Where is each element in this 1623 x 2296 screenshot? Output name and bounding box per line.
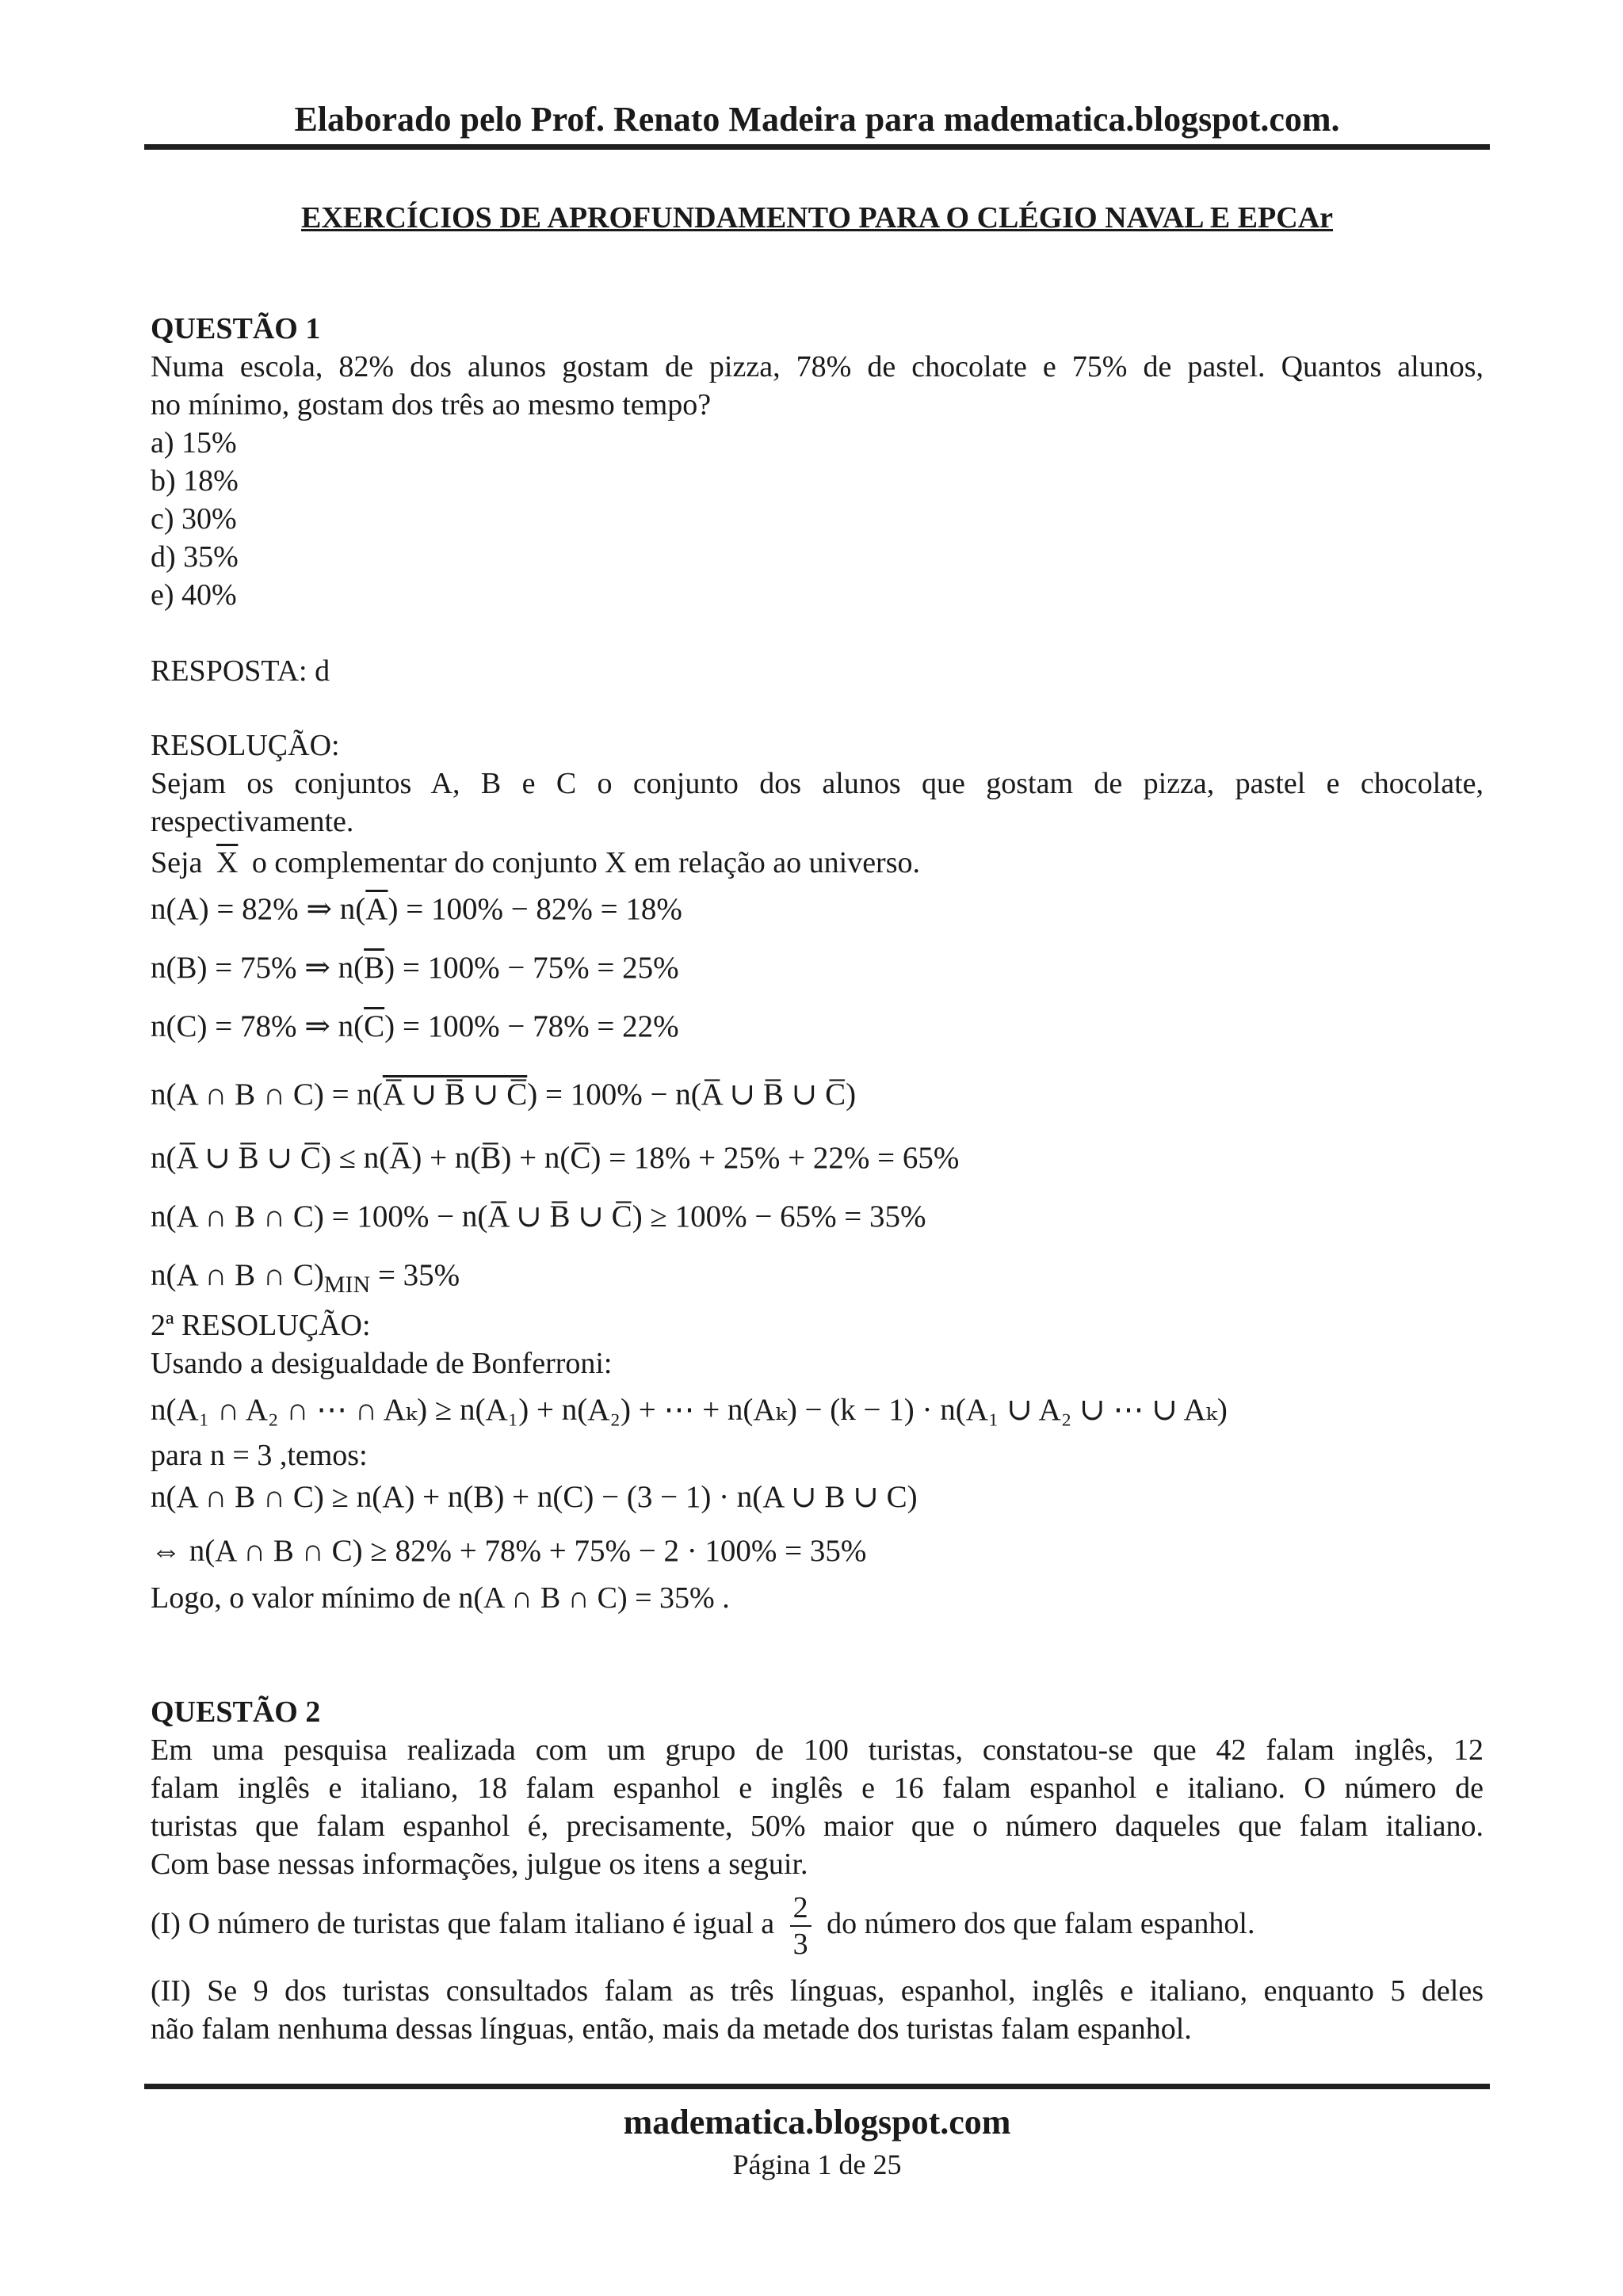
question-2-line-1: Em uma pesquisa realizada com um grupo de 100 turistas, constatou-se que 42 falam inglês, 12: [151, 1733, 1484, 1767]
document-title: EXERCÍCIOS DE APROFUNDAMENTO PARA O CLÉGIO NAVAL E EPCAr: [300, 201, 1334, 235]
equation-8: n(A ∩ B ∩ C) ≥ n(A) + n(B) + n(C) − (3 − 1) · n(A ∪ B ∪ C): [151, 1480, 918, 1514]
option-c: c) 30%: [151, 502, 237, 536]
conclusion: Logo, o valor mínimo de n(A ∩ B ∩ C) = 35% .: [151, 1581, 730, 1615]
resolution-title: RESOLUÇÃO:: [151, 729, 340, 762]
option-b: b) 18%: [151, 464, 239, 498]
footer-rule: [144, 2084, 1490, 2089]
option-a: a) 15%: [151, 426, 237, 460]
equation-5: n(A̅ ∪ B̅ ∪ C̅) ≤ n(A̅) + n(B̅) + n(C̅) = 18% + 25% + 22% = 65%: [151, 1141, 960, 1175]
question-1-heading: QUESTÃO 1: [151, 312, 321, 345]
answer: RESPOSTA: d: [151, 654, 330, 688]
para-n-3: para n = 3 ,temos:: [151, 1439, 368, 1472]
footer-site: madematica.blogspot.com: [623, 2103, 1011, 2142]
second-resolution-line-1: Usando a desigualdade de Bonferroni:: [151, 1347, 613, 1380]
equation-9: ⇔ n(A ∩ B ∩ C) ≥ 82% + 78% + 75% − 2 · 100% = 35%: [151, 1534, 867, 1568]
question-2-line-2: falam inglês e italiano, 18 falam espanhol e inglês e 16 falam espanhol e italiano. O número de: [151, 1772, 1484, 1805]
question-2-line-3: turistas que falam espanhol é, precisamente, 50% maior que o número daqueles que falam italiano.: [151, 1810, 1484, 1843]
question-1-stem-line-1: Numa escola, 82% dos alunos gostam de pizza, 78% de chocolate e 75% de pastel. Quantos alunos,: [151, 350, 1484, 383]
equation-6: n(A ∩ B ∩ C) = 100% − n(A̅ ∪ B̅ ∪ C̅) ≥ 100% − 65% = 35%: [151, 1199, 926, 1234]
resolution-line-3: Seja $\overline{X}$ o complementar do conjunto X em relação ao universo.: [151, 846, 920, 879]
question-2-heading: QUESTÃO 2: [151, 1695, 321, 1729]
resolution-line-2: respectivamente.: [151, 805, 354, 838]
equation-2: n(B) = 75% ⇒ $n(\overline{B}) = 100\% - 75\% = 25\%$: [151, 951, 679, 985]
equation-7: n(A ∩ B ∩ $C)_{MIN} = 35\%$: [151, 1258, 460, 1298]
item-1: (I) O número de turistas que falam italiano é igual a $\frac{2}{3}$ do número dos que falam espanhol.: [151, 1891, 1255, 1962]
equation-1: n(A) = 82% ⇒ $n(\overline{A}) = 100\% - 82\% = 18\%$: [151, 892, 682, 926]
second-resolution-title: 2ª RESOLUÇÃO:: [151, 1309, 371, 1342]
option-e: e) 40%: [151, 578, 237, 612]
question-1-stem-line-2: no mínimo, gostam dos três ao mesmo tempo?: [151, 388, 712, 421]
fraction-two-thirds: $\frac{2}{3}$: [790, 1890, 812, 1962]
page-header-title: Elaborado pelo Prof. Renato Madeira para madematica.blogspot.com.: [294, 100, 1340, 139]
item-2-line-2: não falam nenhuma dessas línguas, então, mais da metade dos turistas falam espanhol.: [151, 2012, 1192, 2046]
question-2-line-4: Com base nessas informações, julgue os itens a seguir.: [151, 1848, 808, 1881]
equation-4: n(A ∩ B ∩ C) = n(A̅ ∪ B̅ ∪ C̅) = 100% − n(A̅ ∪ B̅ ∪ C̅): [151, 1077, 857, 1112]
resolution-line-1: Sejam os conjuntos A, B e C o conjunto dos alunos que gostam de pizza, pastel e chocolate,: [151, 767, 1484, 800]
option-d: d) 35%: [151, 540, 239, 574]
header-rule: [144, 144, 1490, 150]
equation-3: n(C) = 78% ⇒ $n(\overline{C}) = 100\% - 78\% = 22\%$: [151, 1009, 679, 1043]
bonferroni-inequality: n(A₁ ∩ A₂ ∩ ⋯ ∩ Aₖ) ≥ n(A₁) + n(A₂) + ⋯ + n(Aₖ) − (k − 1) · n(A₁ ∪ A₂ ∪ ⋯ ∪ Aₖ): [151, 1393, 1228, 1427]
item-2-line-1: (II) Se 9 dos turistas consultados falam as três línguas, espanhol, inglês e italiano, enquanto 5 deles: [151, 1974, 1484, 2008]
complement-x: $\overline{X}$: [216, 846, 239, 879]
footer-page-number: Página 1 de 25: [732, 2149, 902, 2180]
